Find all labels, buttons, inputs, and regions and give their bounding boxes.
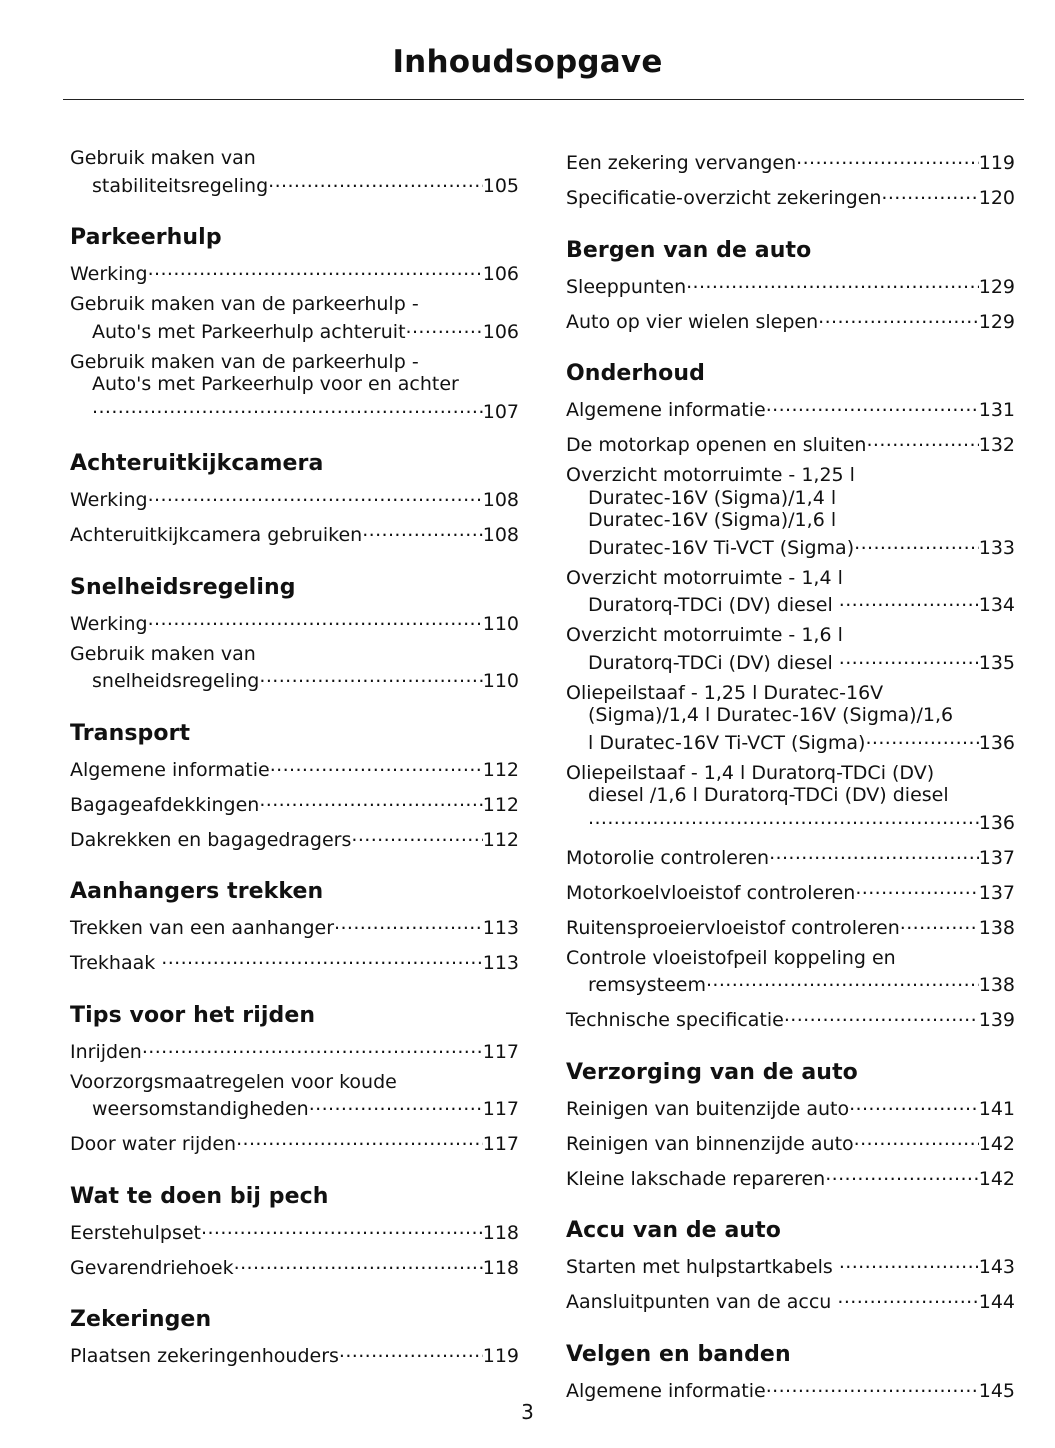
- entry-last-line: [566, 1286, 1015, 1314]
- dot-leader: [839, 1251, 979, 1273]
- toc-entry[interactable]: [566, 1004, 1015, 1032]
- entry-last-line: [70, 665, 519, 693]
- toc-entry[interactable]: [70, 1252, 519, 1280]
- entry-last-line: [566, 807, 1015, 835]
- section-heading: Tips voor het rijden: [70, 1002, 316, 1028]
- entry-last-line: [70, 1128, 519, 1156]
- dot-leader: [406, 316, 483, 338]
- dot-leader: [259, 789, 482, 811]
- entry-page-number: 112: [482, 828, 519, 851]
- entry-last-line: [566, 842, 1015, 870]
- dot-leader: [270, 754, 483, 776]
- entry-last-line: [566, 1004, 1015, 1032]
- entry-text: Gevarendriehoek: [70, 1256, 234, 1279]
- entry-last-line: [566, 1093, 1015, 1121]
- dot-leader: [351, 824, 482, 846]
- entry-text: Overzicht motorruimte - 1,4 l: [566, 566, 843, 589]
- dot-leader: [849, 1093, 979, 1115]
- entry-last-line: [566, 1163, 1015, 1191]
- section-heading: Velgen en banden: [566, 1341, 791, 1367]
- section-heading: Aanhangers trekken: [70, 879, 324, 904]
- dot-leader: [339, 1340, 483, 1362]
- entry-text: Voorzorgsmaatregelen voor koude: [70, 1070, 397, 1093]
- toc-entry[interactable]: [70, 789, 519, 817]
- toc-entry[interactable]: [70, 608, 519, 636]
- entry-text: Algemene informatie: [566, 1379, 766, 1402]
- dot-leader: [855, 877, 978, 899]
- entry-last-line: [566, 306, 1015, 334]
- entry-page-number: 136: [978, 811, 1015, 834]
- entry-text: Bagageafdekkingen: [70, 793, 260, 816]
- toc-entry[interactable]: [566, 682, 1015, 755]
- toc-entry[interactable]: [566, 1286, 1015, 1314]
- toc-section-achteruitkijkcamera: [70, 450, 519, 547]
- entry-text: Werking: [70, 612, 148, 635]
- dot-leader: [588, 807, 979, 829]
- toc-section-tips-voor-het-rijden: [70, 1002, 519, 1156]
- entry-last-line: [70, 789, 519, 817]
- entry-last-line: [70, 258, 519, 286]
- entry-last-line: [70, 484, 519, 512]
- toc-entry[interactable]: [566, 306, 1015, 334]
- toc-entry[interactable]: [566, 394, 1015, 422]
- entry-page-number: 118: [482, 1256, 519, 1279]
- dot-leader: [148, 484, 483, 506]
- toc-entry[interactable]: [566, 912, 1015, 940]
- dot-leader: [362, 519, 483, 541]
- entry-last-line: [566, 182, 1015, 210]
- dot-leader: [900, 912, 979, 934]
- toc-entry[interactable]: [70, 519, 519, 547]
- entry-page-number: 106: [482, 320, 519, 343]
- toc-entry[interactable]: [566, 1128, 1015, 1156]
- entry-last-line: [70, 947, 519, 975]
- entry-text: Werking: [70, 489, 148, 511]
- entry-last-line: [70, 754, 519, 782]
- entry-page-number: 145: [978, 1379, 1015, 1402]
- entry-text: Inrijden: [70, 1040, 142, 1063]
- dot-leader: [866, 429, 978, 451]
- dot-leader: [92, 396, 483, 418]
- section-heading: Transport: [70, 720, 191, 746]
- dot-leader: [865, 727, 978, 749]
- entry-page-number: 129: [978, 310, 1015, 333]
- entry-text: Trekken van een aanhanger: [70, 917, 335, 939]
- entry-text: Motorkoelvloeistof controleren: [566, 881, 856, 904]
- entry-text: Duratec-16V (Sigma)/1,6 l: [588, 509, 837, 531]
- entry-text: Reinigen van binnenzijde auto: [566, 1132, 854, 1155]
- toc-entry[interactable]: [566, 567, 1015, 617]
- dot-leader: [818, 306, 979, 328]
- entry-page-number: 137: [978, 881, 1015, 904]
- entry-text: Sleeppunten: [566, 275, 687, 298]
- entry-text: stabiliteitsregeling: [92, 174, 269, 197]
- entry-page-number: 138: [978, 916, 1015, 939]
- entry-last-line: [70, 824, 519, 852]
- entry-last-line: [566, 271, 1015, 299]
- entry-text: Auto op vier wielen slepen: [566, 310, 819, 333]
- entry-text: (Sigma)/1,4 l Duratec-16V (Sigma)/1,6: [588, 704, 954, 726]
- entry-text: diesel /1,6 l Duratorq-TDCi (DV) diesel: [588, 784, 949, 806]
- entry-last-line: [70, 316, 519, 344]
- toc-section-snelheidsregeling: [70, 574, 519, 693]
- entry-page-number: 142: [978, 1132, 1015, 1155]
- entry-last-line: [566, 394, 1015, 422]
- toc-entry[interactable]: [70, 1217, 519, 1245]
- toc-entry[interactable]: [70, 643, 519, 693]
- entry-page-number: 139: [978, 1009, 1015, 1031]
- toc-section-wat-te-doen-bij-pech: [70, 1183, 519, 1280]
- entry-text: Auto's met Parkeerhulp achteruit: [92, 320, 406, 343]
- dot-leader: [766, 1375, 979, 1397]
- toc-entry[interactable]: [566, 1375, 1015, 1403]
- entry-last-line: [566, 969, 1015, 997]
- toc-section-transport: [70, 720, 519, 852]
- entry-text: Dakrekken en bagagedragers: [70, 828, 352, 851]
- dot-leader: [825, 1163, 979, 1185]
- dot-leader: [161, 947, 482, 969]
- dot-leader: [839, 589, 979, 611]
- entry-last-line: [566, 1251, 1015, 1279]
- toc-entry[interactable]: [566, 271, 1015, 299]
- entry-text: Ruitensproeiervloeistof controleren: [566, 916, 900, 939]
- entry-page-number: 117: [482, 1098, 519, 1120]
- dot-leader: [784, 1004, 979, 1026]
- entry-text: Controle vloeistofpeil koppeling en: [566, 946, 896, 969]
- toc-column-left: [70, 147, 519, 1395]
- entry-page-number: 132: [978, 434, 1015, 456]
- entry-page-number: 113: [482, 952, 519, 974]
- entry-text: Oliepeilstaaf - 1,25 l Duratec-16V: [566, 681, 884, 704]
- toc-section-parkeerhulp: [70, 224, 519, 423]
- entry-text: Algemene informatie: [566, 399, 766, 421]
- entry-text: Gebruik maken van: [70, 147, 256, 169]
- dot-leader: [334, 912, 483, 934]
- entry-text: Aansluitpunten van de accu: [566, 1291, 838, 1313]
- entry-text: Motorolie controleren: [566, 846, 770, 869]
- toc-entry[interactable]: [566, 947, 1015, 997]
- entry-page-number: 117: [482, 1133, 519, 1155]
- section-heading: Accu van de auto: [566, 1218, 782, 1243]
- entry-text: Kleine lakschade repareren: [566, 1167, 826, 1190]
- dot-leader: [766, 394, 979, 416]
- toc-entry[interactable]: [566, 464, 1015, 559]
- entry-page-number: 136: [978, 731, 1015, 754]
- entry-text: snelheidsregeling: [92, 670, 260, 692]
- entry-last-line: [70, 1340, 519, 1368]
- entry-page-number: 133: [978, 536, 1015, 559]
- entry-text: Achteruitkijkcamera gebruiken: [70, 524, 363, 546]
- toc-entry[interactable]: [566, 877, 1015, 905]
- entry-last-line: [566, 1128, 1015, 1156]
- entry-text: remsysteem: [588, 974, 706, 996]
- dot-leader: [839, 647, 979, 669]
- toc-entry[interactable]: [566, 182, 1015, 210]
- entry-last-line: [70, 1252, 519, 1280]
- toc-section-verzorging-van-de-auto: [566, 1059, 1015, 1191]
- entry-text: Werking: [70, 263, 148, 285]
- dot-leader: [686, 271, 979, 293]
- entry-text: Starten met hulpstartkabels: [566, 1256, 839, 1278]
- entry-page-number: 117: [482, 1040, 519, 1063]
- dot-leader: [309, 1093, 483, 1115]
- entry-text: Eerstehulpset: [70, 1221, 202, 1244]
- dot-leader: [259, 665, 482, 687]
- entry-text: Overzicht motorruimte - 1,25 l: [566, 464, 855, 486]
- entry-page-number: 135: [978, 651, 1015, 674]
- entry-last-line: [566, 877, 1015, 905]
- entry-last-line: [70, 170, 519, 198]
- entry-last-line: [70, 519, 519, 547]
- entry-last-line: [70, 1093, 519, 1121]
- entry-page-number: 144: [978, 1291, 1015, 1313]
- entry-page-number: 131: [978, 399, 1015, 421]
- toc-entry[interactable]: [566, 1163, 1015, 1191]
- toc-section-bergen-van-de-auto: [566, 237, 1015, 334]
- title-divider: [63, 99, 1024, 100]
- entry-page-number: 110: [482, 670, 519, 692]
- dot-leader: [854, 1128, 979, 1150]
- toc-section-onderhoud: [566, 360, 1015, 1032]
- entry-last-line: [70, 396, 519, 424]
- page-title: Inhoudsopgave: [392, 44, 663, 80]
- entry-text: Oliepeilstaaf - 1,4 l Duratorq-TDCi (DV): [566, 761, 935, 784]
- toc-entry[interactable]: [566, 429, 1015, 457]
- entry-page-number: 143: [978, 1256, 1015, 1278]
- dot-leader: [796, 147, 979, 169]
- entry-text: Duratec-16V Ti-VCT (Sigma): [588, 536, 855, 559]
- entry-text: Technische specificatie: [566, 1009, 784, 1031]
- section-heading: Zekeringen: [70, 1307, 212, 1332]
- entry-last-line: [70, 608, 519, 636]
- entry-last-line: [566, 647, 1015, 675]
- dot-leader: [234, 1252, 483, 1274]
- toc-entry[interactable]: [70, 824, 519, 852]
- entry-page-number: 118: [482, 1221, 519, 1244]
- section-heading: Onderhoud: [566, 361, 705, 386]
- entry-text: Duratorq-TDCi (DV) diesel: [588, 594, 839, 616]
- dot-leader: [837, 1286, 978, 1308]
- toc-section-continued: [566, 147, 1015, 210]
- entry-last-line: [566, 589, 1015, 617]
- entry-last-line: [70, 1217, 519, 1245]
- entry-text: Specificatie-overzicht zekeringen: [566, 187, 882, 209]
- toc-column-right: [566, 147, 1015, 1429]
- entry-page-number: 105: [482, 174, 519, 197]
- entry-page-number: 138: [978, 974, 1015, 996]
- entry-text: l Duratec-16V Ti-VCT (Sigma): [588, 731, 866, 754]
- entry-page-number: 110: [482, 612, 519, 635]
- entry-text: Trekhaak: [70, 952, 162, 974]
- section-heading: Wat te doen bij pech: [70, 1183, 329, 1209]
- entry-text: Overzicht motorruimte - 1,6 l: [566, 624, 843, 646]
- entry-page-number: 112: [482, 758, 519, 781]
- entry-page-number: 107: [482, 400, 519, 423]
- entry-last-line: [566, 727, 1015, 755]
- entry-page-number: 108: [482, 524, 519, 546]
- entry-last-line: [566, 912, 1015, 940]
- toc-entry[interactable]: [70, 293, 519, 343]
- toc-entry[interactable]: [70, 258, 519, 286]
- toc-section-velgen-en-banden: [566, 1341, 1015, 1403]
- section-heading: Parkeerhulp: [70, 225, 222, 250]
- section-heading: Verzorging van de auto: [566, 1059, 858, 1085]
- dot-leader: [881, 182, 978, 204]
- entry-page-number: 141: [978, 1097, 1015, 1120]
- dot-leader: [142, 1036, 483, 1058]
- toc-entry[interactable]: [70, 947, 519, 975]
- entry-page-number: 113: [482, 917, 519, 939]
- entry-page-number: 106: [482, 263, 519, 285]
- toc-entry[interactable]: [566, 147, 1015, 175]
- entry-text: Gebruik maken van de parkeerhulp -: [70, 293, 419, 315]
- toc-entry[interactable]: [70, 351, 519, 424]
- dot-leader: [148, 608, 483, 630]
- entry-page-number: 119: [978, 152, 1015, 174]
- entry-page-number: 137: [978, 846, 1015, 869]
- toc-entry[interactable]: [566, 1093, 1015, 1121]
- entry-last-line: [566, 147, 1015, 175]
- toc-section-aanhangers-trekken: [70, 878, 519, 975]
- entry-text: Door water rijden: [70, 1133, 237, 1155]
- entry-text: weersomstandigheden: [92, 1098, 309, 1120]
- dot-leader: [236, 1128, 483, 1150]
- entry-text: Auto's met Parkeerhulp voor en achter: [92, 373, 459, 395]
- entry-page-number: 120: [978, 187, 1015, 209]
- entry-page-number: 129: [978, 275, 1015, 298]
- toc-entry[interactable]: [566, 1251, 1015, 1279]
- section-heading: Bergen van de auto: [566, 237, 812, 263]
- dot-leader: [268, 170, 483, 192]
- toc-entry[interactable]: [566, 842, 1015, 870]
- entry-text: Algemene informatie: [70, 758, 270, 781]
- page-number: 3: [521, 1400, 534, 1424]
- toc-entry[interactable]: [70, 1340, 519, 1368]
- entry-page-number: 108: [482, 489, 519, 511]
- entry-last-line: [566, 429, 1015, 457]
- section-heading: Achteruitkijkcamera: [70, 451, 324, 476]
- entry-page-number: 134: [978, 594, 1015, 616]
- toc-entry[interactable]: [566, 762, 1015, 835]
- toc-section-zekeringen: [70, 1306, 519, 1368]
- dot-leader: [854, 532, 979, 554]
- entry-text: Plaatsen zekeringenhouders: [70, 1345, 339, 1367]
- entry-page-number: 119: [482, 1345, 519, 1367]
- dot-leader: [201, 1217, 483, 1239]
- toc-entry[interactable]: [70, 754, 519, 782]
- toc-entry[interactable]: [70, 1036, 519, 1064]
- toc-entry[interactable]: [566, 624, 1015, 674]
- toc-entry[interactable]: [70, 912, 519, 940]
- entry-text: Duratorq-TDCi (DV) diesel: [588, 651, 839, 674]
- dot-leader: [706, 969, 979, 991]
- dot-leader: [769, 842, 979, 864]
- toc-section-continued: [70, 147, 519, 197]
- entry-last-line: [566, 532, 1015, 560]
- entry-last-line: [70, 912, 519, 940]
- entry-text: Duratec-16V (Sigma)/1,4 l: [588, 486, 837, 509]
- toc-section-accu-van-de-auto: [566, 1217, 1015, 1314]
- entry-page-number: 112: [482, 793, 519, 816]
- entry-page-number: 142: [978, 1167, 1015, 1190]
- toc-entry[interactable]: [70, 1071, 519, 1121]
- dot-leader: [148, 258, 483, 280]
- entry-text: Gebruik maken van de parkeerhulp -: [70, 350, 419, 373]
- toc-entry[interactable]: [70, 147, 519, 197]
- entry-text: Gebruik maken van: [70, 642, 256, 665]
- entry-text: De motorkap openen en sluiten: [566, 434, 867, 456]
- toc-entry[interactable]: [70, 484, 519, 512]
- entry-text: Reinigen van buitenzijde auto: [566, 1097, 850, 1120]
- entry-last-line: [70, 1036, 519, 1064]
- toc-entry[interactable]: [70, 1128, 519, 1156]
- section-heading: Snelheidsregeling: [70, 574, 296, 600]
- entry-text: Een zekering vervangen: [566, 152, 797, 174]
- entry-last-line: [566, 1375, 1015, 1403]
